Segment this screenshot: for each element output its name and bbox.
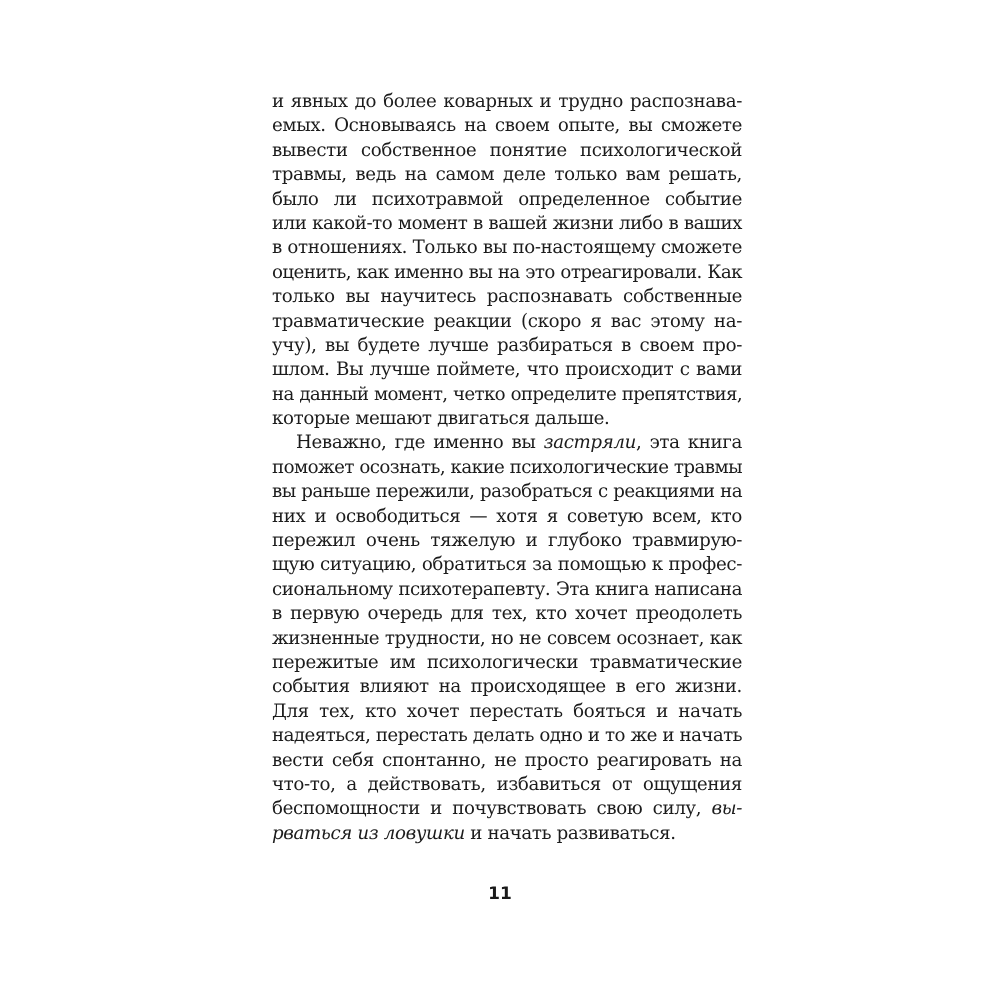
text-segment: на данный момент, четко определите препятствия, [272, 383, 742, 405]
text-line [272, 90, 742, 114]
text-segment: которые мешают двигаться дальше. [272, 408, 610, 430]
text-segment: оценить, как именно вы на это отреагировали. Как [272, 261, 742, 283]
text-segment: Неважно, где именно вы [296, 432, 544, 454]
text-line [272, 797, 742, 821]
text-segment: что-то, а действовать, избавиться от ощущения [272, 773, 742, 795]
text-segment: травматические реакции (скоро я вас этому на- [272, 310, 742, 332]
text-line [272, 773, 742, 797]
text-segment: поможет осознать, какие психологические травмы [272, 456, 742, 478]
text-line [272, 188, 742, 212]
text-line [272, 822, 742, 846]
text-line [272, 505, 742, 529]
text-line [272, 139, 742, 163]
italic-text: застряли [543, 432, 636, 454]
text-segment: шлом. Вы лучше поймете, что происходит с вами [272, 359, 742, 381]
text-segment: Для тех, кто хочет перестать бояться и начать [272, 700, 742, 722]
text-segment: вы раньше пережили, разобраться с реакциями на [272, 481, 742, 503]
text-line [272, 163, 742, 187]
text-line [272, 236, 742, 260]
text-segment: события влияют на происходящее в его жизни. [272, 676, 742, 698]
text-segment: в отношениях. Только вы по-настоящему сможете [272, 237, 742, 259]
text-segment: в первую очередь для тех, кто хочет преодолеть [272, 603, 742, 625]
text-segment: травмы, ведь на самом деле только вам решать, [272, 164, 742, 186]
text-segment: , эта книга [636, 432, 742, 454]
page-number: 11 [488, 884, 512, 904]
text-line [272, 675, 742, 699]
text-line [272, 456, 742, 480]
text-line [272, 529, 742, 553]
text-segment: вести себя спонтанно, не просто реагировать на [272, 749, 742, 771]
text-segment: них и освободиться — хотя я советую всем, кто [272, 505, 742, 527]
text-line [272, 480, 742, 504]
text-segment: сиональному психотерапевту. Эта книга написана [272, 578, 742, 600]
text-segment: и явных до более коварных и трудно распознава- [272, 91, 742, 112]
text-segment: пережитые им психологически травматические [272, 651, 742, 673]
text-line [272, 407, 742, 431]
text-line [272, 602, 742, 626]
text-line [272, 749, 742, 773]
text-line [272, 383, 742, 407]
text-line [272, 553, 742, 577]
text-line [272, 431, 742, 455]
text-line [272, 578, 742, 602]
text-segment: или какой-то момент в вашей жизни либо в ваших [272, 212, 742, 234]
text-line [272, 724, 742, 748]
text-line [272, 700, 742, 724]
text-line [272, 310, 742, 334]
text-line [272, 334, 742, 358]
italic-text: вы- [711, 798, 742, 820]
text-line [272, 285, 742, 309]
text-line [272, 261, 742, 285]
text-segment: было ли психотравмой определенное событие [272, 188, 742, 210]
text-segment: емых. Основываясь на своем опыте, вы сможете [272, 115, 742, 137]
text-segment: надеяться, перестать делать одно и то же и начать [272, 725, 742, 747]
text-line [272, 358, 742, 382]
text-segment: беспомощности и почувствовать свою силу, [272, 798, 712, 820]
text-segment: и начать развиваться. [464, 822, 676, 844]
text-line [272, 627, 742, 651]
italic-text: рваться из ловушки [272, 822, 465, 844]
body-text [272, 90, 742, 846]
text-line [272, 651, 742, 675]
text-line [272, 114, 742, 138]
text-segment: щую ситуацию, обратиться за помощью к профес- [272, 554, 742, 576]
text-segment: жизненные трудности, но не совсем осознает, как [272, 627, 742, 649]
text-segment: учу), вы будете лучше разбираться в своем про- [272, 334, 742, 356]
text-segment: вывести собственное понятие психологической [272, 139, 742, 161]
text-line [272, 212, 742, 236]
text-segment: только вы научитесь распознавать собственные [272, 286, 742, 308]
text-segment: пережил очень тяжелую и глубоко травмирую- [272, 530, 742, 552]
